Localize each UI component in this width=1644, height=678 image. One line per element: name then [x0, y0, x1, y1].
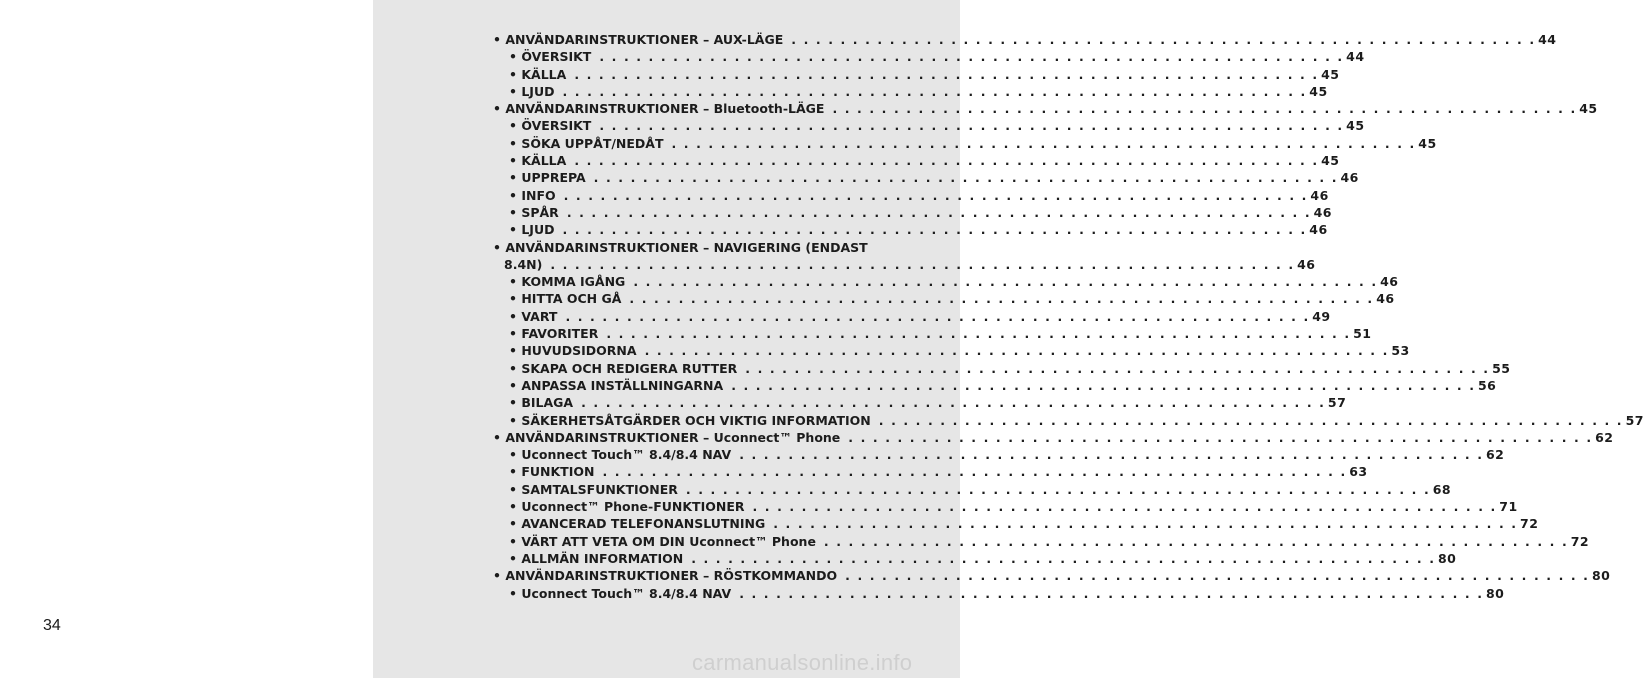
toc-entry-title: • ÖVERSIKT — [509, 118, 592, 134]
dot-leader — [591, 48, 1342, 65]
toc-entry-title: • HUVUDSIDORNA — [509, 343, 637, 359]
watermark: carmanualsonline.info — [692, 650, 913, 675]
toc-entry-page: 45 — [1418, 135, 1437, 151]
toc-entry-title: • KÄLLA — [509, 66, 567, 82]
toc-entry-page: 53 — [1391, 343, 1410, 359]
toc-entry-title-continued: 8.4N) — [504, 256, 543, 272]
toc-entry-page: 57 — [1327, 395, 1347, 411]
toc-entry[interactable] — [493, 135, 1437, 152]
toc-entry[interactable] — [493, 187, 1329, 204]
toc-entry-title: • FAVORITER — [509, 326, 599, 342]
toc-entry[interactable] — [493, 342, 1410, 359]
toc-entry-page: 46 — [1340, 170, 1359, 186]
toc-entry-title: • KÄLLA — [509, 153, 567, 169]
dot-leader — [542, 256, 1293, 273]
toc-entry-page: 72 — [1520, 516, 1539, 532]
dot-leader — [559, 204, 1310, 221]
toc-entry-page: 71 — [1499, 499, 1518, 515]
toc-entry-page: 45 — [1309, 83, 1328, 99]
toc-entry[interactable] — [493, 239, 1316, 274]
toc-entry-page: 80 — [1591, 568, 1611, 584]
toc-entry[interactable] — [493, 48, 1365, 65]
toc-entry-page: 55 — [1492, 360, 1511, 376]
toc-entry-page: 46 — [1310, 187, 1329, 203]
toc-entry[interactable] — [493, 394, 1347, 411]
toc-entry-title: • ÖVERSIKT — [509, 49, 592, 65]
toc-entry-title: • ANVÄNDARINSTRUKTIONER – NAVIGERING (ENDAST — [493, 239, 868, 255]
toc-entry-page: 51 — [1353, 326, 1372, 342]
dot-leader — [554, 221, 1305, 238]
toc-entry[interactable] — [493, 152, 1340, 169]
toc-entry-title: • SÄKERHETSÅTGÄRDER OCH VIKTIG INFORMATION — [509, 412, 871, 428]
dot-leader — [683, 550, 1434, 567]
toc-entry[interactable] — [493, 325, 1372, 342]
toc-entry[interactable] — [493, 533, 1590, 550]
toc-entry[interactable] — [493, 550, 1457, 567]
toc-entry-page: 62 — [1485, 447, 1505, 463]
dot-leader — [723, 377, 1474, 394]
dot-leader — [765, 515, 1516, 532]
toc-entry[interactable] — [493, 100, 1598, 117]
dot-leader — [731, 585, 1482, 602]
dot-leader — [783, 31, 1534, 48]
toc-entry[interactable] — [493, 169, 1359, 186]
toc-entry-title: • ALLMÄN INFORMATION — [509, 550, 684, 566]
toc-entry-page: 44 — [1538, 32, 1557, 47]
toc-entry-title: • ANVÄNDARINSTRUKTIONER – RÖSTKOMMANDO — [493, 568, 838, 584]
toc-entry-page: 72 — [1570, 533, 1590, 549]
dot-leader — [871, 412, 1622, 429]
dot-leader — [737, 360, 1488, 377]
toc-entry[interactable] — [493, 360, 1511, 377]
toc-entry[interactable] — [493, 463, 1368, 480]
toc-entry[interactable] — [493, 481, 1452, 498]
toc-entry-title: • FUNKTION — [509, 464, 595, 480]
toc-entry-title: • AVANCERAD TELEFONANSLUTNING — [509, 516, 766, 532]
toc-entry-page: 45 — [1346, 118, 1365, 134]
toc-entry[interactable] — [493, 498, 1518, 515]
toc-entry-title: • BILAGA — [509, 395, 574, 411]
toc-entry-page: 46 — [1380, 274, 1399, 290]
dot-leader — [637, 342, 1388, 359]
toc-entry-title: • Uconnect™ Phone-FUNKTIONER — [509, 499, 745, 515]
left-page — [0, 0, 373, 678]
toc-entry[interactable] — [493, 66, 1340, 83]
toc-entry[interactable] — [493, 429, 1614, 446]
toc-entry-page: 44 — [1346, 49, 1365, 65]
dot-leader — [840, 429, 1591, 446]
toc-entry[interactable] — [493, 585, 1505, 602]
toc-entry-title: • KOMMA IGÅNG — [509, 274, 626, 290]
dot-leader — [625, 273, 1376, 290]
toc-entry[interactable] — [493, 308, 1331, 325]
dot-leader — [591, 117, 1342, 134]
toc-entry-title: • VART — [509, 308, 558, 324]
dot-leader — [598, 325, 1349, 342]
toc-entry-page: 46 — [1297, 256, 1316, 272]
toc-entry[interactable] — [493, 567, 1611, 584]
toc-entry-page: 46 — [1309, 222, 1328, 238]
dot-leader — [837, 567, 1588, 584]
toc-entry-page: 63 — [1349, 464, 1368, 480]
dot-leader — [566, 152, 1317, 169]
toc-entry-title: • ANVÄNDARINSTRUKTIONER – Bluetooth-LÄGE — [493, 101, 825, 117]
toc-entry-title: • Uconnect Touch™ 8.4/8.4 NAV — [509, 447, 732, 463]
toc-entry-page: 45 — [1321, 153, 1340, 169]
toc-entry-page: 57 — [1625, 412, 1644, 428]
toc-entry-page: 80 — [1485, 585, 1505, 601]
dot-leader — [586, 169, 1337, 186]
toc-entry-title: • ANVÄNDARINSTRUKTIONER – Uconnect™ Phone — [493, 429, 841, 445]
toc-entry-page: 49 — [1312, 308, 1331, 324]
toc-entry[interactable] — [493, 204, 1332, 221]
toc-entry-title: • Uconnect Touch™ 8.4/8.4 NAV — [509, 585, 732, 601]
toc-entry-title: • SPÅR — [509, 204, 559, 220]
toc-entry-page: 46 — [1313, 204, 1332, 220]
dot-leader — [557, 308, 1308, 325]
dot-leader — [566, 66, 1317, 83]
toc-entry-title: • ANVÄNDARINSTRUKTIONER – AUX-LÄGE — [493, 32, 784, 47]
toc-entry-title: • SKAPA OCH REDIGERA RUTTER — [509, 360, 738, 376]
toc-entry-page: 45 — [1579, 101, 1598, 117]
toc-entry-title: • HITTA OCH GÅ — [509, 291, 622, 307]
dot-leader — [556, 187, 1307, 204]
toc-entry[interactable] — [493, 515, 1539, 532]
toc-entry-page: 56 — [1477, 377, 1497, 393]
toc-entry-title: • INFO — [509, 187, 556, 203]
toc-entry-page: 46 — [1376, 291, 1395, 307]
toc-entry-title: • LJUD — [509, 222, 555, 238]
dot-leader — [824, 100, 1575, 117]
toc-entry-page: 62 — [1595, 429, 1614, 445]
dot-leader — [664, 135, 1415, 152]
toc-entry[interactable] — [493, 117, 1365, 134]
dot-leader — [594, 463, 1345, 480]
toc-entry-title: • SÖKA UPPÅT/NEDÅT — [509, 135, 664, 151]
right-page — [373, 0, 1644, 678]
toc-entry-title: • VÄRT ATT VETA OM DIN Uconnect™ Phone — [509, 533, 816, 549]
dot-leader — [678, 481, 1429, 498]
dot-leader — [731, 446, 1482, 463]
toc-entry[interactable] — [493, 446, 1505, 463]
dot-leader — [573, 394, 1324, 411]
toc-entry-title: • UPPREPA — [509, 170, 586, 186]
toc-entry[interactable] — [493, 221, 1328, 238]
toc-entry[interactable] — [493, 83, 1328, 100]
toc-entry[interactable] — [493, 31, 1557, 48]
dot-leader — [621, 290, 1372, 307]
toc-entry[interactable] — [493, 412, 1644, 429]
page-number: 34 — [43, 617, 61, 634]
dot-leader — [744, 498, 1495, 515]
dot-leader — [816, 533, 1567, 550]
table-of-contents — [493, 31, 1644, 602]
toc-entry-title: • LJUD — [509, 83, 555, 99]
toc-entry-page: 45 — [1321, 66, 1340, 82]
dot-leader — [554, 83, 1305, 100]
toc-entry-title: • ANPASSA INSTÄLLNINGARNA — [509, 377, 724, 393]
toc-entry[interactable] — [493, 290, 1395, 307]
toc-entry-page: 68 — [1432, 481, 1452, 497]
toc-entry[interactable] — [493, 377, 1497, 394]
toc-entry-title: • SAMTALSFUNKTIONER — [509, 481, 678, 497]
toc-entry-page: 80 — [1437, 550, 1457, 566]
toc-entry[interactable] — [493, 273, 1399, 290]
